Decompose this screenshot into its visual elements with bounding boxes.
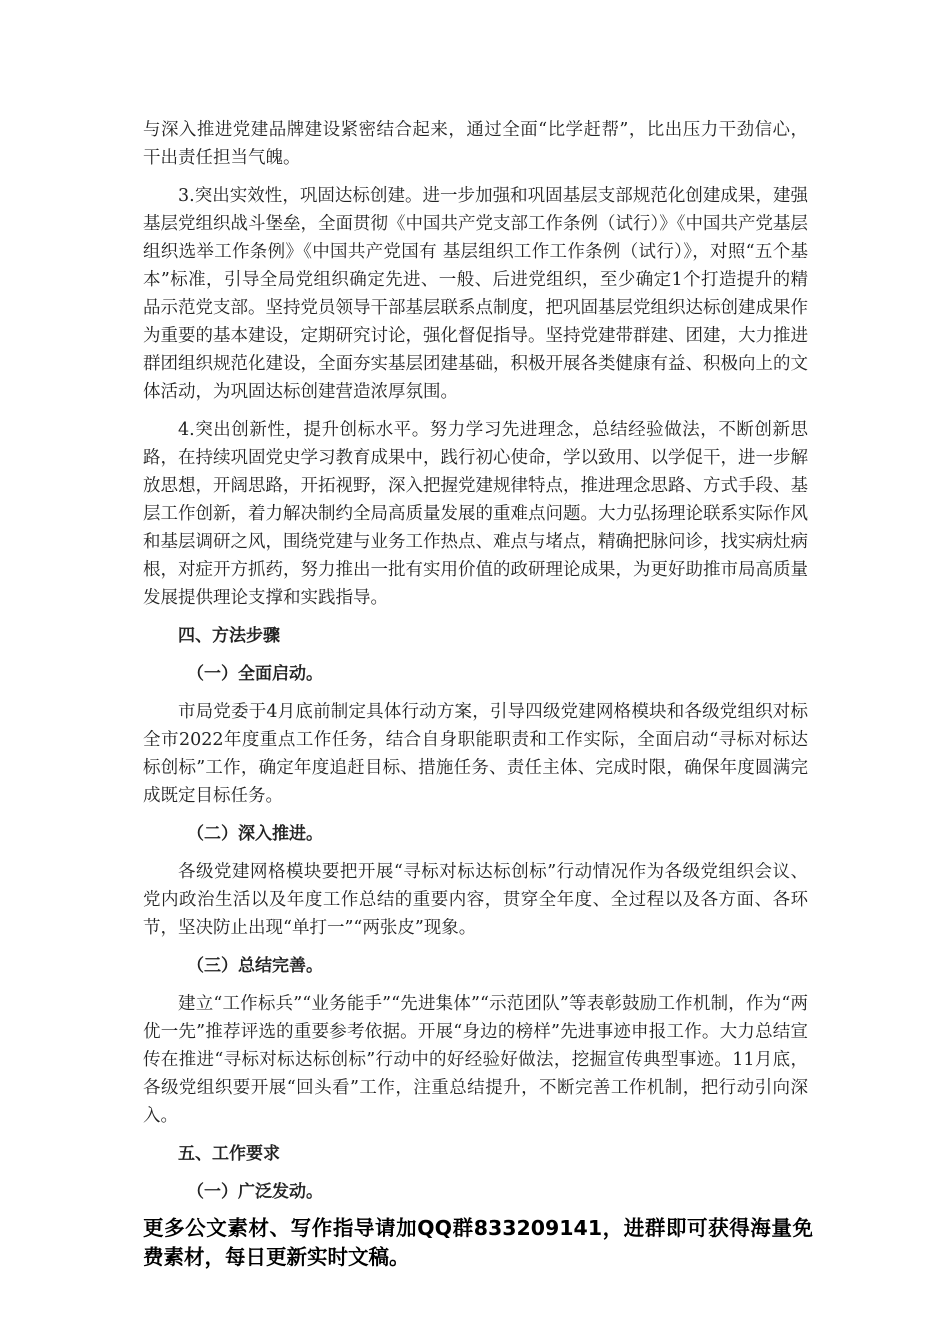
document-body (143, 116, 808, 1206)
subheading-advance: （二）深入推进。 (187, 824, 323, 844)
paragraph-summary: 建立“工作标兵”“业务能手”“先进集体”“示范团队”等表彰鼓励工作机制，作为“两优一先”推荐评选的重要参考依据。开展“身边的榜样”先进事迹申报工作。大力总结宣传在推进“寻标对标达标创标”行动中的好经验好做法，挖掘宣传典型事迹。11月底，各级党组织要开展“回头看”工作，注重总结提升，不断完善工作机制，把行动引向深入。 (143, 994, 808, 1126)
paragraph-item-4: 4.突出创新性，提升创标水平。努力学习先进理念，总结经验做法，不断创新思路，在持续巩固党史学习教育成果中，践行初心使命，学以致用、以学促干，进一步解放思想，开阔思路，开拓视野，深入把握党建规律特点，推进理念思路、方式手段、基层工作创新，着力解决制约全局高质量发展的重难点问题。大力弘扬理论联系实际作风和基层调研之风，围绕党建与业务工作热点、难点与堵点，精确把脉问诊，找实病灶病根，对症开方抓药，努力推出一批有实用价值的政研理论成果，为更好助推市局高质量发展提供理论支撑和实践指导。 (143, 420, 808, 608)
paragraph-advance: 各级党建网格模块要把开展“寻标对标达标创标”行动情况作为各级党组织会议、党内政治生活以及年度工作总结的重要内容，贯穿全年度、全过程以及各方面、各环节，坚决防止出现“单打一”“两张皮”现象。 (143, 862, 808, 938)
subheading-summary: （三）总结完善。 (187, 956, 323, 976)
section-heading-methods: 四、方法步骤 (178, 626, 280, 646)
subheading-mobilize: （一）广泛发动。 (187, 1182, 323, 1202)
section-heading-requirements: 五、工作要求 (178, 1144, 280, 1164)
subheading-launch: （一）全面启动。 (187, 664, 323, 684)
paragraph-item-3: 3.突出实效性，巩固达标创建。进一步加强和巩固基层支部规范化创建成果，建强基层党组织战斗堡垒，全面贯彻《中国共产党支部工作条例（试行）》《中国共产党基层组织选举工作条例》《中国共产党国有 基层组织工作工作条例（试行）》，对照“五个基本”标准，引导全局党组织确定先进、一般、后进党组织，至少确定1个打造提升的精品示范党支部。坚持党员领导干部基层联系点制度，把巩固基层党组织达标创建成果作为重要的基本建设，定期研究讨论，强化督促指导。坚持党建带群建、团建，大力推进群团组织规范化建设，全面夯实基层团建基础，积极开展各类健康有益、积极向上的文体活动，为巩固达标创建营造浓厚氛围。 (143, 186, 808, 402)
paragraph-launch: 市局党委于4月底前制定具体行动方案，引导四级党建网格模块和各级党组织对标全市2022年度重点工作任务，结合自身职能职责和工作实际，全面启动“寻标对标达标创标”工作，确定年度追赶目标、措施任务、责任主体、完成时限，确保年度圆满完成既定目标任务。 (143, 702, 808, 806)
footer-promo-text: 更多公文素材、写作指导请加QQ群833209141，进群即可获得海量免费素材，每日更新实时文稿。 (143, 1216, 813, 1269)
paragraph-continuation: 与深入推进党建品牌建设紧密结合起来，通过全面“比学赶帮”，比出压力干劲信心，干出责任担当气魄。 (143, 120, 808, 168)
